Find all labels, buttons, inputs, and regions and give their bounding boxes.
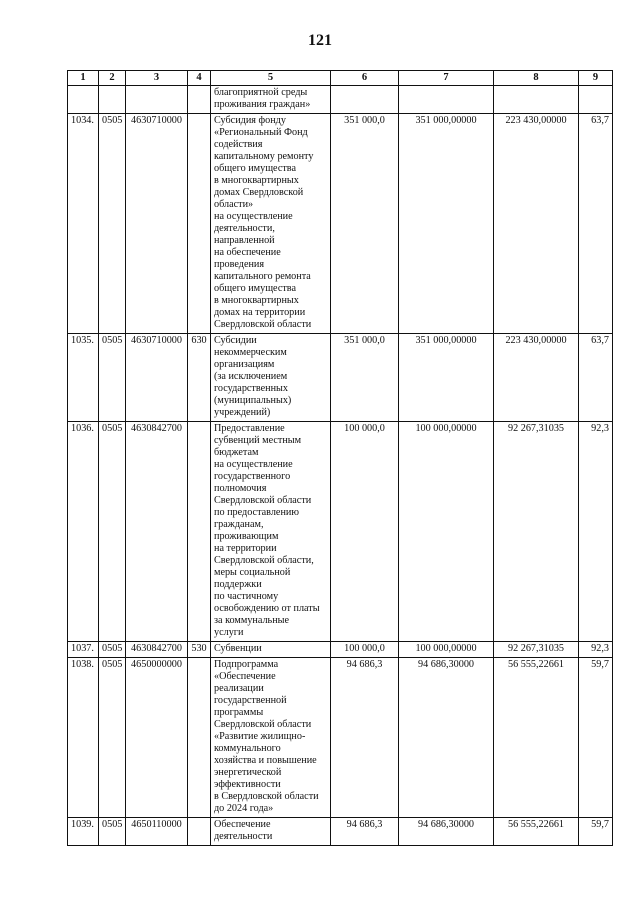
table-row — [68, 114, 613, 334]
table-header-row — [68, 71, 613, 86]
header-cell: 9 — [579, 71, 613, 86]
row-number: 1039. — [68, 818, 99, 846]
header-cell: 8 — [494, 71, 579, 86]
execution-percent: 92,3 — [579, 642, 613, 658]
planned-amount: 351 000,0 — [331, 114, 399, 334]
approved-amount: 100 000,00000 — [399, 422, 494, 642]
table-row — [68, 658, 613, 818]
table-row — [68, 86, 613, 114]
section-code: 0505 — [99, 642, 126, 658]
expense-type — [188, 818, 211, 846]
header-cell: 3 — [126, 71, 188, 86]
expense-type — [188, 422, 211, 642]
expense-type — [188, 86, 211, 114]
executed-amount: 223 430,00000 — [494, 114, 579, 334]
table-row — [68, 642, 613, 658]
execution-percent: 59,7 — [579, 818, 613, 846]
row-number — [68, 86, 99, 114]
approved-amount: 351 000,00000 — [399, 334, 494, 422]
item-name: Подпрограмма «Обеспечение реализации государственной программы Свердловской области «Развитие жилищно- коммунального хозяйства и повышение энергетической эффективности в Свердловской области до 2024 года» — [211, 658, 331, 818]
target-code: 4650110000 — [126, 818, 188, 846]
planned-amount: 351 000,0 — [331, 334, 399, 422]
header-cell: 1 — [68, 71, 99, 86]
table-row — [68, 334, 613, 422]
planned-amount: 100 000,0 — [331, 422, 399, 642]
section-code: 0505 — [99, 114, 126, 334]
execution-percent: 63,7 — [579, 334, 613, 422]
approved-amount — [399, 86, 494, 114]
item-name: Обеспечение деятельности — [211, 818, 331, 846]
planned-amount: 94 686,3 — [331, 658, 399, 818]
target-code: 4630842700 — [126, 642, 188, 658]
section-code: 0505 — [99, 658, 126, 818]
target-code — [126, 86, 188, 114]
execution-percent: 59,7 — [579, 658, 613, 818]
section-code: 0505 — [99, 422, 126, 642]
expense-type: 530 — [188, 642, 211, 658]
row-number: 1034. — [68, 114, 99, 334]
planned-amount — [331, 86, 399, 114]
item-name: Субсидии некоммерческим организациям (за исключением государственных (муниципальных) учреждений) — [211, 334, 331, 422]
item-name: Предоставление субвенций местным бюджетам на осуществление государственного полномочия Свердловской области по предоставлению гражданам, проживающим на территории Свердловской области, меры социальной поддержки по частичному освобождению от платы за коммунальные услуги — [211, 422, 331, 642]
item-name: Субвенции — [211, 642, 331, 658]
row-number: 1038. — [68, 658, 99, 818]
executed-amount: 92 267,31035 — [494, 642, 579, 658]
execution-percent — [579, 86, 613, 114]
header-cell: 5 — [211, 71, 331, 86]
execution-percent: 63,7 — [579, 114, 613, 334]
header-cell: 7 — [399, 71, 494, 86]
approved-amount: 94 686,30000 — [399, 818, 494, 846]
planned-amount: 100 000,0 — [331, 642, 399, 658]
expense-type — [188, 658, 211, 818]
row-number: 1035. — [68, 334, 99, 422]
target-code: 4650000000 — [126, 658, 188, 818]
target-code: 4630710000 — [126, 114, 188, 334]
executed-amount: 92 267,31035 — [494, 422, 579, 642]
header-cell: 2 — [99, 71, 126, 86]
approved-amount: 351 000,00000 — [399, 114, 494, 334]
executed-amount — [494, 86, 579, 114]
header-cell: 4 — [188, 71, 211, 86]
item-name: благоприятной среды проживания граждан» — [211, 86, 331, 114]
executed-amount: 223 430,00000 — [494, 334, 579, 422]
executed-amount: 56 555,22661 — [494, 818, 579, 846]
approved-amount: 94 686,30000 — [399, 658, 494, 818]
table-row — [68, 422, 613, 642]
row-number: 1036. — [68, 422, 99, 642]
item-name: Субсидия фонду «Региональный Фонд содействия капитальному ремонту общего имущества в многоквартирных домах Свердловской области» на осуществление деятельности, направленной на обеспечение проведения капитального ремонта общего имущества в многоквартирных домах на территории Свердловской области — [211, 114, 331, 334]
execution-percent: 92,3 — [579, 422, 613, 642]
target-code: 4630842700 — [126, 422, 188, 642]
planned-amount: 94 686,3 — [331, 818, 399, 846]
header-cell: 6 — [331, 71, 399, 86]
section-code: 0505 — [99, 818, 126, 846]
table-row — [68, 818, 613, 846]
section-code: 0505 — [99, 334, 126, 422]
expense-type: 630 — [188, 334, 211, 422]
target-code: 4630710000 — [126, 334, 188, 422]
section-code — [99, 86, 126, 114]
budget-table — [67, 70, 613, 846]
row-number: 1037. — [68, 642, 99, 658]
expense-type — [188, 114, 211, 334]
page-number: 121 — [308, 32, 332, 49]
approved-amount: 100 000,00000 — [399, 642, 494, 658]
executed-amount: 56 555,22661 — [494, 658, 579, 818]
